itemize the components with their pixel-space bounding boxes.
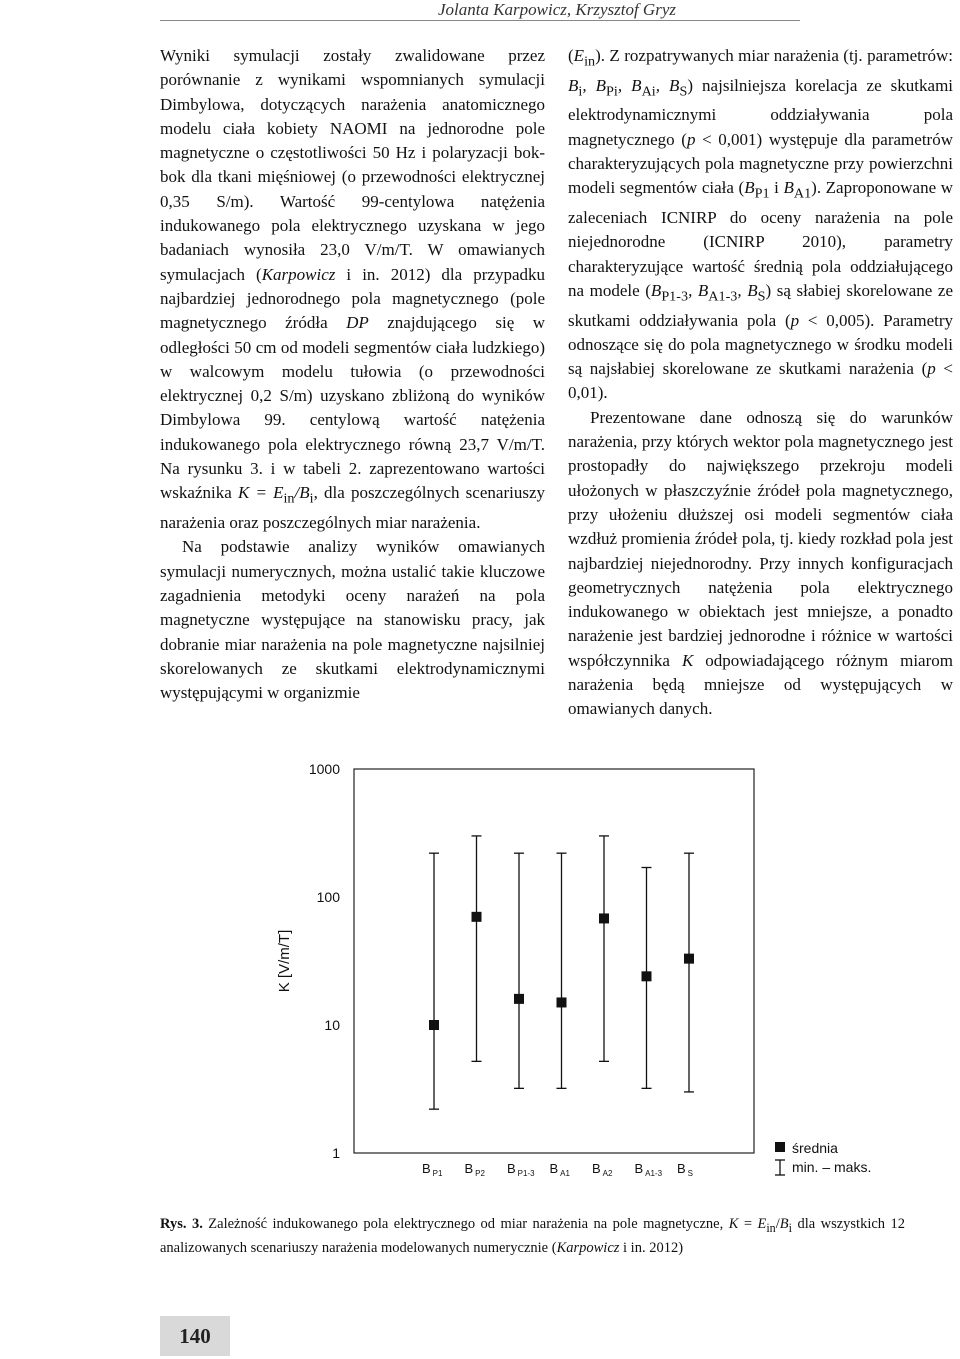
sub: A1	[793, 185, 812, 202]
formula-sub-in: in	[283, 490, 295, 507]
text-span: ) najsilniejsza korelacja ze skutkami elektrodynamicznymi oddziaływania pola magnetycznego (	[568, 75, 954, 149]
mean-marker	[514, 994, 524, 1004]
legend-mean-label: średnia	[792, 1140, 838, 1156]
figure-3-chart	[270, 752, 910, 1192]
sub: Pi	[606, 83, 618, 100]
caption-sub-i: i	[788, 1220, 792, 1235]
text-span: ). Z rozpatrywanych miar narażenia (tj. parametrów:	[595, 46, 953, 65]
y-axis-label: K [V/m/T]	[276, 929, 293, 993]
text-span: < 0,01).	[568, 359, 953, 403]
y-tick-label: 10	[324, 1017, 340, 1033]
text-span: Wyniki symulacji zostały zwalidowane przez porównanie z wynikami wspomnianych symulacji Dimbylowa, dotyczących narażenia anatomicznego modelu ciała kobiety NAOMI na jednorodne pole magnetyczne o częstotliwości 50 Hz i polaryzacji bok-bok dla tkani mięśniowej (o przewodności elektrycznej 0,35 S/m). Wartość 99-centylowa natężenia indukowanego pola elektrycznego uzyskana w jego badaniach wynosiła 23,0 V/m/T. W omawianych symulacjach (	[160, 46, 545, 284]
sub-in: in	[584, 53, 596, 70]
right-column	[568, 44, 953, 722]
x-tick-label: B $_S$	[677, 1161, 694, 1178]
x-tick-label: B $_{P1-3}$	[507, 1161, 535, 1178]
mean-marker	[429, 1020, 439, 1030]
y-axis-ticks	[309, 761, 340, 1161]
caption-text: dla wszystkich 12 analizowanych scenariuszy narażenia modelowanych numerycznie (	[160, 1216, 906, 1256]
caption-text: =	[738, 1216, 758, 1232]
symbol-b: , B	[582, 75, 607, 95]
page-number: 140	[160, 1316, 230, 1356]
caption-symbol-b: B	[779, 1216, 789, 1232]
sub: i	[578, 83, 583, 100]
caption-text: Zależność indukowanego pola elektrycznego od miar narażenia na pole magnetyczne,	[202, 1216, 729, 1232]
sub: P1	[754, 185, 770, 202]
y-tick-label: 1	[332, 1145, 340, 1161]
text-span: (	[568, 46, 574, 65]
source-symbol: DP	[346, 313, 369, 333]
right-paragraph-1	[568, 44, 953, 406]
text-span: , dla poszczególnych scenariuszy narażenia oraz poszczególnych miar narażenia.	[160, 483, 545, 533]
caption-text: /	[775, 1216, 780, 1232]
left-paragraph-1	[160, 44, 545, 535]
sub: Ai	[641, 83, 656, 100]
formula-b: /B	[294, 483, 310, 503]
mean-marker	[599, 913, 609, 923]
caption-text: i in. 2012)	[619, 1239, 684, 1256]
mean-marker	[472, 912, 482, 922]
right-paragraph-2	[568, 406, 953, 722]
text-span: < 0,005). Parametry odnoszące się do pola magnetycznego w środku modeli są najsłabiej skorelowane ze skutkami narażenia (	[568, 310, 953, 379]
mean-marker	[642, 971, 652, 981]
y-tick-label: 100	[316, 889, 340, 905]
running-header-authors: Jolanta Karpowicz, Krzysztof Gryz	[437, 0, 676, 19]
symbol-p: p	[790, 310, 800, 330]
left-paragraph-2: Na podstawie analizy wyników omawianych symulacji numerycznych, można ustalić takie kluczowe zagadnienia metodyki oceny narażeń na pola magnetyczne występujące na stanowisku pracy, jak dobranie miar narażenia na pole magnetyczne najsilniej skorelowanych ze skutkami elektrodynamicznymi występującymi w organizmie	[160, 537, 545, 703]
legend-range-label: min. – maks.	[792, 1159, 872, 1175]
text-span: ) są słabiej skorelowane ze skutkami oddziaływania pola (	[568, 280, 953, 330]
x-tick-label: B $_{P2}$	[464, 1161, 485, 1178]
chart-legend	[775, 1140, 871, 1175]
x-tick-label: B $_{A2}$	[592, 1161, 613, 1178]
caption-label: Rys. 3.	[160, 1216, 203, 1232]
figure-caption	[160, 1214, 905, 1258]
symbol-p: p	[686, 129, 696, 149]
caption-citation-author: Karpowicz	[556, 1239, 620, 1256]
symbol-b: B	[568, 75, 579, 95]
symbol-b: , B	[655, 75, 680, 95]
text-span: odpowiadającego różnym miarom narażenia będą mniejsze od występujących w omawianych danych.	[568, 650, 953, 719]
legend-mean-marker	[775, 1142, 785, 1152]
y-tick-label: 1000	[308, 761, 340, 777]
caption-symbol-e: E	[757, 1216, 767, 1232]
symbol-k: K	[681, 650, 694, 670]
symbol-b: , B	[688, 280, 709, 300]
citation-author: Karpowicz	[261, 264, 336, 284]
text-span: ). Zaproponowane w zaleceniach ICNIRP do oceny narażenia na pole niejednorodne (ICNIRP 2010), parametry charakteryzujące wartość średnią pola oddziałującego na modele (	[568, 178, 953, 300]
text-span: i in. 2012) dla przypadku najbardziej jednorodnego pola magnetycznego (pole magnetycznego źródła	[160, 264, 545, 333]
chart-marks	[429, 836, 694, 1109]
mean-marker	[684, 954, 694, 964]
sub: P1-3	[661, 288, 689, 305]
symbol-b: B	[783, 178, 794, 198]
caption-sub-in: in	[766, 1220, 776, 1235]
x-tick-label: B $_{P1}$	[422, 1161, 443, 1178]
header-rule	[160, 20, 800, 21]
left-column	[160, 44, 545, 705]
symbol-p: p	[927, 359, 936, 379]
x-tick-label: B $_{A1}$	[549, 1161, 570, 1178]
formula-k: K = E	[237, 483, 284, 503]
text-span: < 0,001) występuje dla parametrów charakteryzujących pola magnetyczne przy powierzchni modeli segmentów ciała (	[568, 129, 953, 198]
text-span: Prezentowane dane odnoszą się do warunków narażenia, przy których wektor pola magnetycznego jest prostopadły do największego przekroju modeli ułożonych w płaszczyźnie źródeł pola magnetycznego, przy ułożeniu dłuższej osi modeli segmentów ciała wzdłuż promienia źródeł pola, tj. kiedy rozkład pola jest najbardziej niejednorodny. Przy innych konfiguracjach geometrycznych natężenia pola elektrycznego indukowanego w obiektach jest mniejsze, a ponadto narażenie jest bardziej jednorodne i różnice w wartości współczynnika	[568, 407, 953, 670]
x-tick-label: B $_{A1-3}$	[634, 1161, 663, 1178]
text-span: znajdującego się w odległości 50 cm od modeli segmentów ciała ludzkiego) w walcowym modelu tułowia (o przewodności elektrycznej 0,2 S/m) uzyskano zbliżoną do wyników Dimbylowa 99. centylową wartość natężenia indukowanego pola elektrycznego równą 23,7 V/m/T. Na rysunku 3. i w tabeli 2. zaprezentowano wartości wskaźnika	[160, 313, 545, 503]
mean-marker	[557, 997, 567, 1007]
caption-symbol-k: K	[728, 1216, 739, 1232]
sub: A1-3	[708, 288, 738, 305]
sub: S	[757, 288, 766, 305]
symbol-b: B	[744, 178, 755, 198]
formula-sub-i: i	[309, 490, 314, 507]
x-axis-labels	[422, 1161, 693, 1178]
symbol-b: B	[650, 280, 662, 300]
text-span: i	[769, 178, 784, 198]
symbol-b: , B	[617, 75, 642, 95]
symbol-b: , B	[737, 280, 758, 300]
sub: S	[679, 83, 688, 100]
symbol-e: E	[573, 46, 585, 65]
